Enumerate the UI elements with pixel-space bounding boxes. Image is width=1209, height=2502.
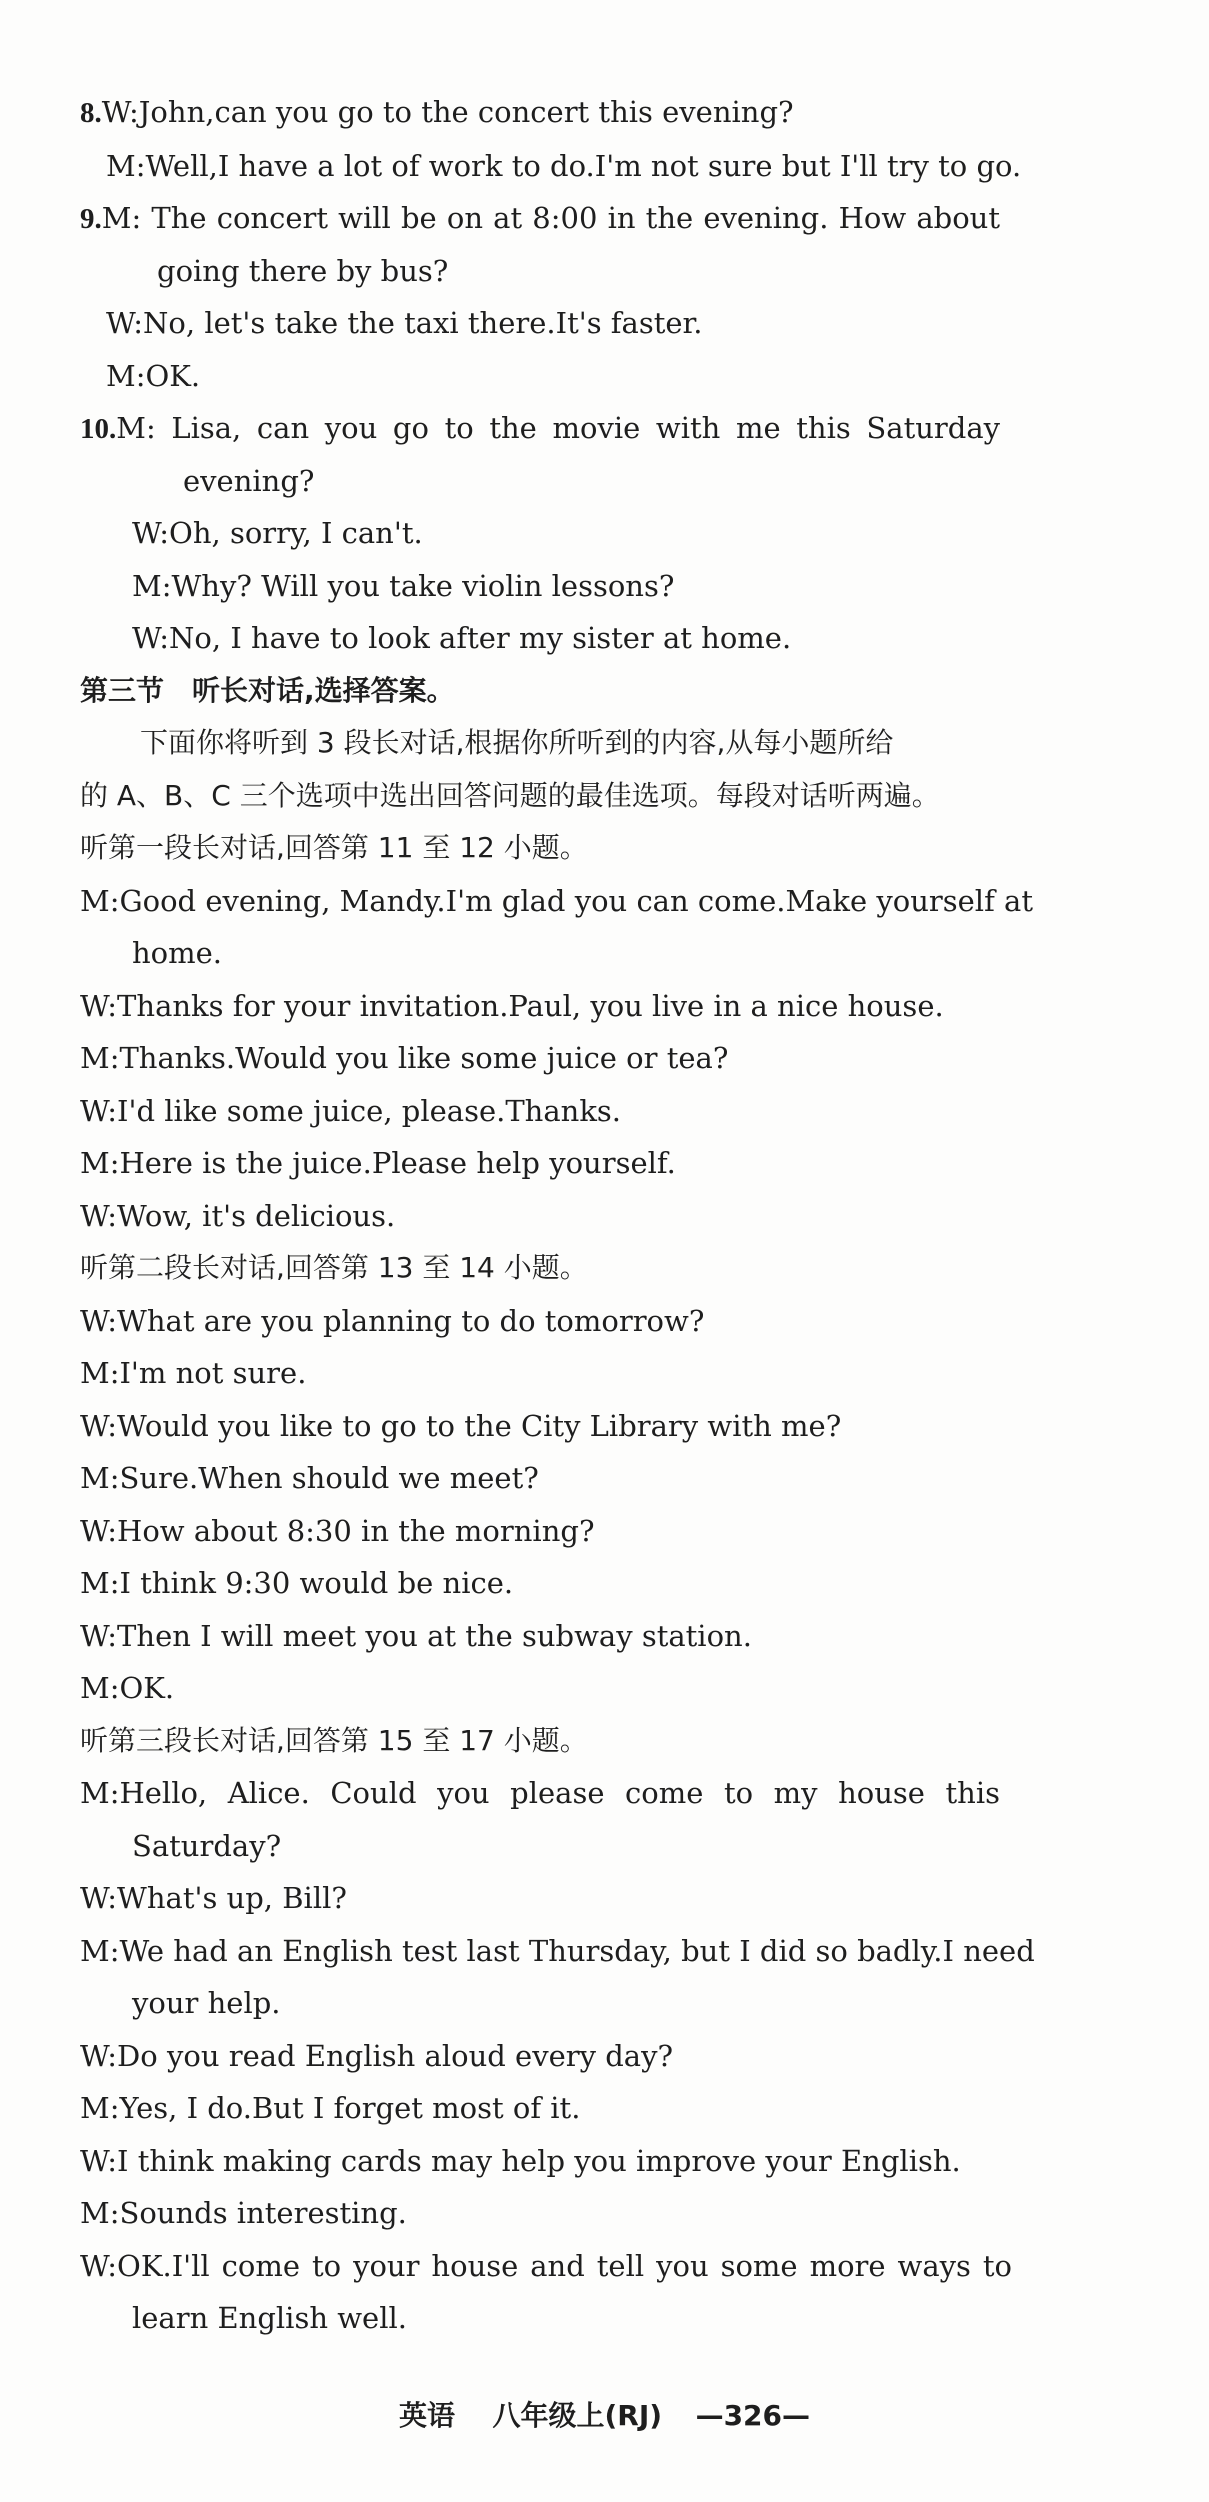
page-number: —326— [695,2399,811,2432]
subsection-1: 听第一段长对话,回答第 11 至 12 小题。 [80,831,588,864]
question-number: 8. [80,97,102,129]
line-26: W:Would you like to go to the City Library with me? [80,1409,842,1443]
line-38: W:Do you read English aloud every day? [80,2039,673,2073]
question-number: 10. [80,413,117,445]
instruction-line-1: 下面你将听到 3 段长对话,根据你所听到的内容,从每小题所给 [140,726,894,759]
line-3: 9.M: The concert will be on at 8:00 in the evening. How about [80,201,1000,235]
line-40: W:I think making cards may help you improve your English. [80,2144,961,2178]
footer-subject: 英语 [398,2399,455,2432]
line-24: W:What are you planning to do tomorrow? [80,1304,705,1338]
subsection-3: 听第三段长对话,回答第 15 至 17 小题。 [80,1724,588,1757]
line-37: your help. [132,1986,281,2020]
line-7: 10.M: Lisa, can you go to the movie with me this Saturday [80,411,1000,445]
line-20: W:I'd like some juice, please.Thanks. [80,1094,621,1128]
line-8: evening? [183,464,315,498]
line-9: W:Oh, sorry, I can't. [132,516,423,550]
line-30: W:Then I will meet you at the subway station. [80,1619,752,1653]
section-heading: 第三节 听长对话,选择答案。 [80,674,455,707]
line-28: W:How about 8:30 in the morning? [80,1514,595,1548]
line-31: M:OK. [80,1671,175,1705]
line-16: M:Good evening, Mandy.I'm glad you can come.Make yourself at [80,884,1033,918]
line-25: M:I'm not sure. [80,1356,307,1390]
question-number: 9. [80,203,102,235]
line-36: M:We had an English test last Thursday, but I did so badly.I need [80,1934,1035,1968]
footer-grade: 八年级上(RJ) [492,2399,663,2432]
line-27: M:Sure.When should we meet? [80,1461,539,1495]
line-39: M:Yes, I do.But I forget most of it. [80,2091,581,2125]
line-41: M:Sounds interesting. [80,2196,407,2230]
page-footer [0,2394,1209,2434]
line-43: learn English well. [132,2301,407,2335]
line-42: W:OK.I'll come to your house and tell you some more ways to [80,2249,1012,2283]
line-19: M:Thanks.Would you like some juice or tea? [80,1041,729,1075]
line-2: M:Well,I have a lot of work to do.I'm not sure but I'll try to go. [106,149,1022,183]
line-17: home. [132,936,223,970]
line-10: M:Why? Will you take violin lessons? [132,569,675,603]
line-18: W:Thanks for your invitation.Paul, you live in a nice house. [80,989,944,1023]
line-35: W:What's up, Bill? [80,1881,347,1915]
line-22: W:Wow, it's delicious. [80,1199,396,1233]
line-29: M:I think 9:30 would be nice. [80,1566,514,1600]
instruction-line-2: 的 A、B、C 三个选项中选出回答问题的最佳选项。每段对话听两遍。 [80,779,940,812]
line-33: M:Hello, Alice. Could you please come to my house this [80,1776,1000,1810]
line-34: Saturday? [132,1829,282,1863]
line-6: M:OK. [106,359,201,393]
line-4: going there by bus? [157,254,449,288]
subsection-2: 听第二段长对话,回答第 13 至 14 小题。 [80,1251,588,1284]
line-5: W:No, let's take the taxi there.It's faster. [106,306,703,340]
line-1: 8.W:John,can you go to the concert this evening? [80,95,794,129]
line-11: W:No, I have to look after my sister at home. [132,621,792,655]
line-21: M:Here is the juice.Please help yourself. [80,1146,676,1180]
